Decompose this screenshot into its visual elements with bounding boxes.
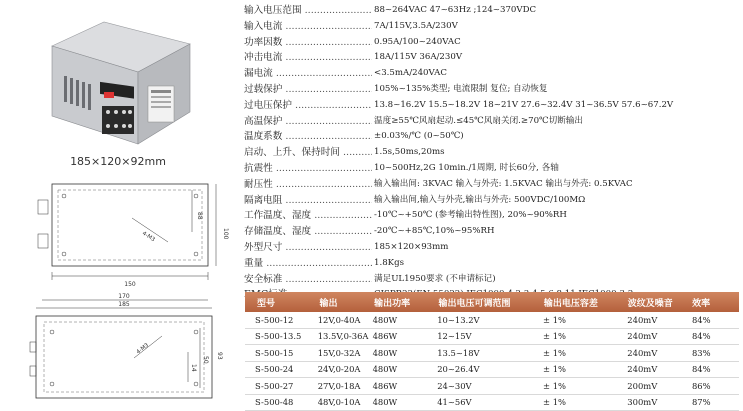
spec-value: 1.5s,50ms,20ms bbox=[374, 145, 445, 161]
cell-ripple: 240mV bbox=[627, 315, 692, 325]
header-model: 型号 bbox=[245, 296, 319, 309]
spec-row bbox=[244, 3, 741, 19]
table-row bbox=[245, 378, 739, 395]
side-view-drawing bbox=[12, 292, 230, 409]
left-panel bbox=[0, 0, 240, 409]
spec-value: 1.8Kgs bbox=[374, 256, 404, 272]
top-side-label: 88 bbox=[196, 212, 203, 220]
cell-output: 12V,0-40A bbox=[318, 315, 373, 325]
cell-model: S-500-13.5 bbox=[245, 331, 318, 341]
spec-row bbox=[244, 161, 741, 177]
cell-tolerance: ± 1% bbox=[543, 331, 627, 341]
cell-adjust-range: 41~56V bbox=[437, 397, 543, 407]
spec-list bbox=[244, 3, 741, 303]
spec-label: 隔离电阻 ..... bbox=[244, 193, 372, 209]
spec-label: 启动、上升、保持时间 ..... bbox=[244, 145, 372, 161]
spec-value: 105%~135%类型; 电流限制 复位; 自动恢复 bbox=[374, 82, 547, 98]
bottom-side2-label: 14 bbox=[190, 364, 197, 372]
spec-row bbox=[244, 19, 741, 35]
spec-row bbox=[244, 66, 741, 82]
spec-row bbox=[244, 114, 741, 130]
spec-label: 过电压保护 ..... bbox=[244, 98, 372, 114]
spec-label: 外型尺寸 ..... bbox=[244, 240, 372, 256]
table-row bbox=[245, 345, 739, 362]
cell-output: 48V,0-10A bbox=[318, 397, 373, 407]
cell-tolerance: ± 1% bbox=[543, 397, 627, 407]
spec-row bbox=[244, 224, 741, 240]
spec-label: 抗震性 ..... bbox=[244, 161, 372, 177]
cell-efficiency: 86% bbox=[692, 381, 739, 391]
product-photo bbox=[44, 16, 194, 148]
top-hole-note: 4-M3 bbox=[141, 231, 156, 244]
spec-row bbox=[244, 272, 741, 288]
spec-row bbox=[244, 240, 741, 256]
top-height-label: 100 bbox=[222, 228, 229, 240]
cell-model: S-500-27 bbox=[245, 381, 318, 391]
cell-ripple: 240mV bbox=[627, 364, 692, 374]
cell-tolerance: ± 1% bbox=[543, 348, 627, 358]
cell-power: 480W bbox=[373, 397, 438, 407]
spec-value: 13.8~16.2V 15.5~18.2V 18~21V 27.6~32.4V 31~36.5V 57.6~67.2V bbox=[374, 98, 673, 114]
spec-value: 185×120×93mm bbox=[374, 240, 448, 256]
spec-value: 0.95A/100~240VAC bbox=[374, 35, 461, 51]
spec-row bbox=[244, 35, 741, 51]
model-table bbox=[245, 292, 739, 411]
cell-efficiency: 84% bbox=[692, 315, 739, 325]
spec-label: 耐压性 ..... bbox=[244, 177, 372, 193]
spec-value: 18A/115V 36A/230V bbox=[374, 50, 462, 66]
bottom-height-label: 93 bbox=[216, 352, 223, 360]
cell-power: 480W bbox=[373, 315, 438, 325]
spec-row bbox=[244, 145, 741, 161]
spec-label: 温度系数 ..... bbox=[244, 129, 372, 145]
spec-label: 工作温度、湿度 ..... bbox=[244, 208, 372, 224]
spec-value: 满足UL1950要求 (不申请标记) bbox=[374, 272, 496, 288]
spec-value: 输入输出间: 3KVAC 输入与外壳: 1.5KVAC 输出与外壳: 0.5KVAC bbox=[374, 177, 633, 193]
bottom-hole-note: 4-M3 bbox=[136, 342, 151, 355]
header-output: 输出 bbox=[319, 296, 374, 309]
spec-value: -10℃~+50℃ (参考输出特性图), 20%~90%RH bbox=[374, 208, 567, 224]
spec-label: 高温保护 ..... bbox=[244, 114, 372, 130]
cell-output: 24V,0-20A bbox=[318, 364, 373, 374]
table-header bbox=[245, 292, 739, 312]
spec-row bbox=[244, 208, 741, 224]
spec-value: 88~264VAC 47~63Hz ;124~370VDC bbox=[374, 3, 536, 19]
spec-value: ±0.03%/℃ (0~50℃) bbox=[374, 129, 464, 145]
spec-value: 温度≥55℃风扇起动.≤45℃风扇关闭.≥70℃切断输出 bbox=[374, 114, 583, 130]
cell-efficiency: 83% bbox=[692, 348, 739, 358]
cell-ripple: 200mV bbox=[627, 381, 692, 391]
cell-efficiency: 84% bbox=[692, 364, 739, 374]
spec-label: 冲击电流 ..... bbox=[244, 50, 372, 66]
cell-adjust-range: 20~26.4V bbox=[437, 364, 543, 374]
cell-output: 15V,0-32A bbox=[318, 348, 373, 358]
spec-label: 漏电流 ..... bbox=[244, 66, 372, 82]
cell-adjust-range: 13.5~18V bbox=[437, 348, 543, 358]
cell-tolerance: ± 1% bbox=[543, 315, 627, 325]
table-row bbox=[245, 329, 739, 346]
table-row bbox=[245, 362, 739, 379]
bottom-side-label: 50 bbox=[202, 356, 209, 364]
cell-power: 486W bbox=[373, 381, 438, 391]
header-ripple: 波纹及噪音 bbox=[628, 296, 692, 309]
spec-value: 输入输出间,输入与外壳,输出与外壳: 500VDC/100MΩ bbox=[374, 193, 585, 209]
spec-label: 安全标准 ..... bbox=[244, 272, 372, 288]
bottom-width-label: 170 bbox=[118, 293, 130, 300]
cell-power: 486W bbox=[373, 331, 438, 341]
bottom-width2-label: 185 bbox=[118, 301, 130, 308]
header-power: 输出功率 bbox=[374, 296, 438, 309]
spec-label: 输入电流 ..... bbox=[244, 19, 372, 35]
cell-adjust-range: 12~15V bbox=[437, 331, 543, 341]
cell-model: S-500-15 bbox=[245, 348, 318, 358]
spec-label: 存储温度、湿度 ..... bbox=[244, 224, 372, 240]
cell-model: S-500-48 bbox=[245, 397, 318, 407]
header-adjust-range: 输出电压可调范围 bbox=[438, 296, 543, 309]
cell-model: S-500-12 bbox=[245, 315, 318, 325]
cell-tolerance: ± 1% bbox=[543, 364, 627, 374]
spec-value: -20℃~+85℃,10%~95%RH bbox=[374, 224, 495, 240]
cell-power: 480W bbox=[373, 364, 438, 374]
spec-label: 输入电压范围 ..... bbox=[244, 3, 372, 19]
spec-value: <3.5mA/240VAC bbox=[374, 66, 447, 82]
spec-row bbox=[244, 98, 741, 114]
spec-row bbox=[244, 50, 741, 66]
table-row bbox=[245, 312, 739, 329]
cell-ripple: 300mV bbox=[627, 397, 692, 407]
spec-label: 过载保护 ..... bbox=[244, 82, 372, 98]
cell-output: 13.5V,0-36A bbox=[318, 331, 373, 341]
spec-row bbox=[244, 193, 741, 209]
cell-model: S-500-24 bbox=[245, 364, 318, 374]
cell-efficiency: 87% bbox=[692, 397, 739, 407]
cell-adjust-range: 24~30V bbox=[437, 381, 543, 391]
spec-row bbox=[244, 256, 741, 272]
spec-label: 重量 ..... bbox=[244, 256, 372, 272]
spec-value: 10~500Hz,2G 10min./1周期, 时长60分, 各轴 bbox=[374, 161, 559, 177]
cell-ripple: 240mV bbox=[627, 348, 692, 358]
header-tolerance: 输出电压容差 bbox=[544, 296, 628, 309]
cell-power: 480W bbox=[373, 348, 438, 358]
spec-row bbox=[244, 177, 741, 193]
top-width-label: 150 bbox=[124, 281, 136, 288]
spec-label: 功率因数 ..... bbox=[244, 35, 372, 51]
header-efficiency: 效率 bbox=[692, 296, 739, 309]
spec-value: 7A/115V,3.5A/230V bbox=[374, 19, 458, 35]
dimensions-label: 185×120×92mm bbox=[58, 155, 178, 168]
cell-ripple: 240mV bbox=[627, 331, 692, 341]
cell-tolerance: ± 1% bbox=[543, 381, 627, 391]
spec-row bbox=[244, 82, 741, 98]
cell-efficiency: 84% bbox=[692, 331, 739, 341]
spec-row bbox=[244, 129, 741, 145]
cell-output: 27V,0-18A bbox=[318, 381, 373, 391]
top-view-drawing bbox=[12, 172, 230, 292]
cell-adjust-range: 10~13.2V bbox=[437, 315, 543, 325]
